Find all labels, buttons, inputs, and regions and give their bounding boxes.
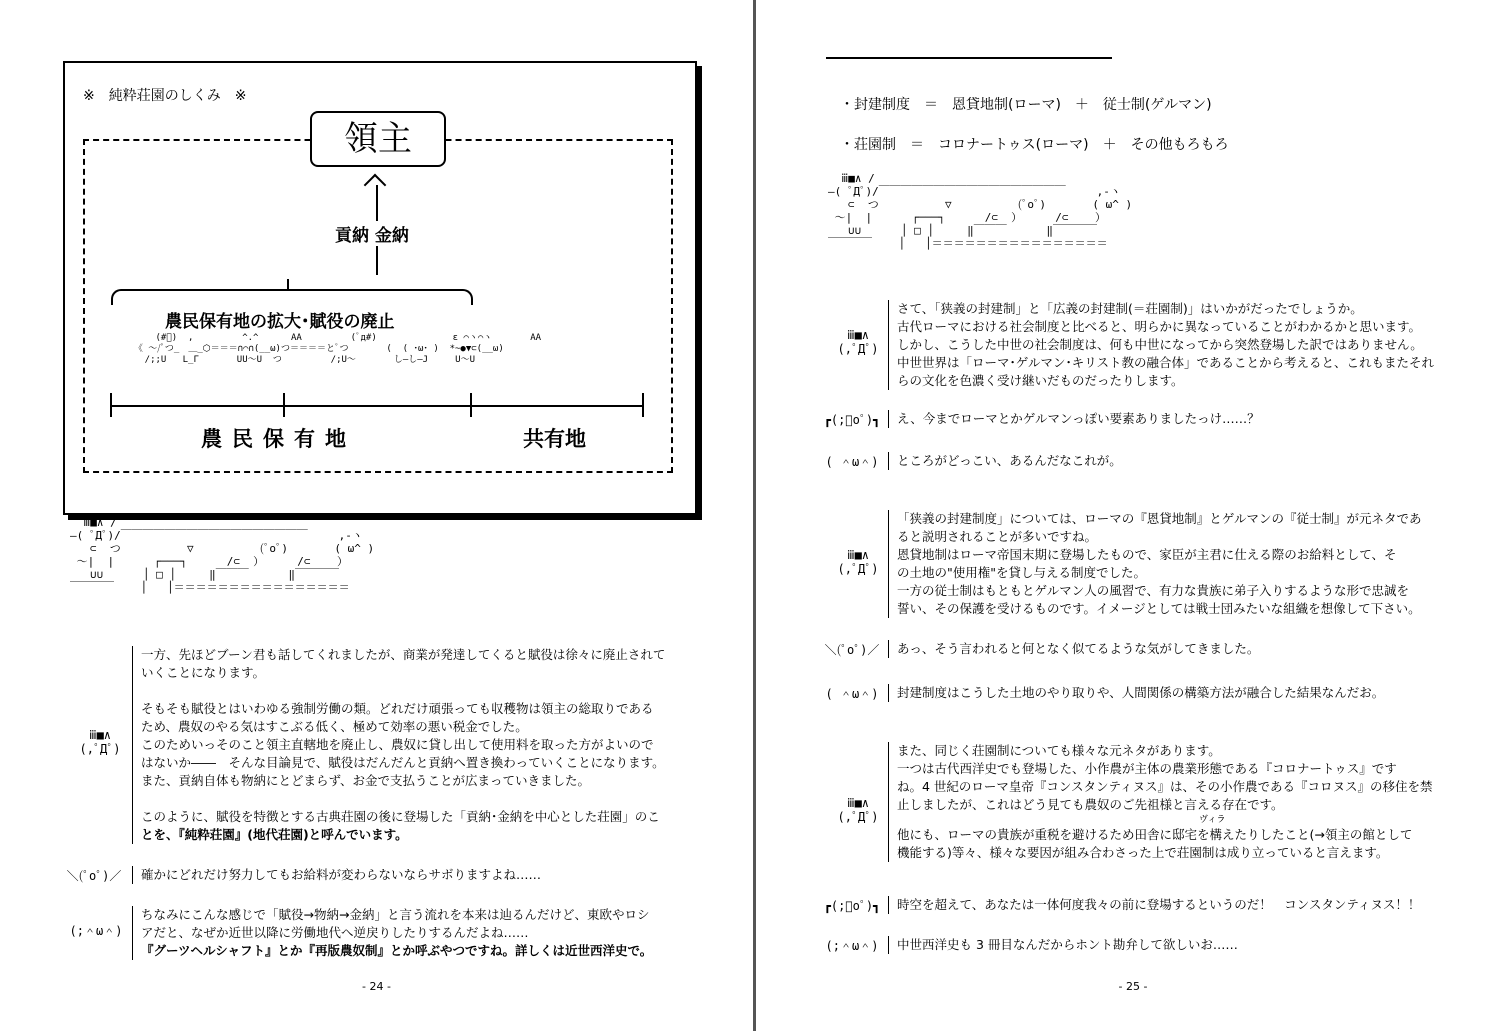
dialog-row xyxy=(822,936,1502,958)
text-line: 古代ローマにおける社会制度と比べると、明らかに異なっていることがわかるかと思います。 xyxy=(897,319,1422,334)
formula-feudalism: ・封建制度 ＝ 恩貸地制(ローマ) ＋ 従士制(ゲルマン) xyxy=(840,97,1212,113)
dialog-row xyxy=(64,866,704,888)
text-line: 誓い、その保護を受けるものです。イメージとしては戦士団みたいな組織を想像して下さい。 xyxy=(897,601,1421,616)
land-axis xyxy=(111,405,643,407)
text-line: そもそも賦役とはいわゆる強制労働の類。どれだけ頑張っても収穫物は領主の総取りである xyxy=(141,701,654,716)
dialog-text xyxy=(888,896,1497,914)
dialog-row xyxy=(828,300,1508,392)
text-line: 止しましたが、これはどう見ても農奴のご先祖様と言える存在です。 xyxy=(897,797,1284,812)
dialog-text xyxy=(132,646,701,844)
speaker-student: ＼(ﾟoﾟ)／ xyxy=(66,869,122,883)
dialog-text xyxy=(888,410,1497,428)
common-land-label: 共有地 xyxy=(523,427,586,451)
text-line: このためいっそのこと領主直轄地を廃止し、農奴に貸し出して使用料を取った方がよいので xyxy=(141,737,654,752)
speaker-student: ┏(;ﾟoﾟ)┓ xyxy=(823,413,881,427)
lord-box: 領主 xyxy=(310,111,446,167)
brace-tip xyxy=(287,279,289,289)
text-line: 「狭義の封建制度」については、ローマの『恩貸地制』とゲルマンの『従士制』が元ネタであ xyxy=(897,511,1422,526)
formula-manorialism: ・荘園制 ＝ コロナートゥス(ローマ) ＋ その他もろもろ xyxy=(840,137,1229,153)
speaker-boon: ( ＾ω＾) xyxy=(825,455,879,469)
text-line: いくことになります。 xyxy=(141,665,266,680)
text-line: さて、「狭義の封建制」と「広義の封建制(＝荘園制)」はいかがだったでしょうか。 xyxy=(897,301,1363,316)
page-25 xyxy=(756,0,1510,1031)
text-line: ると説明されることが多いですね。 xyxy=(897,529,1098,544)
dialog-text xyxy=(132,866,701,884)
diagram-title: ※ 純粋荘園のしくみ ※ xyxy=(83,88,247,104)
text-line: アだと、なぜか近世以降に労働地代へ逆戻りしたりするんだよね…… xyxy=(141,925,529,940)
dialog-row xyxy=(822,410,1502,432)
text-line: 他にも、ローマの貴族が重税を避けるため田舎に邸宅を構えたりしたこと(→領主の館として xyxy=(897,827,1413,842)
ruby-text: ヴィラ xyxy=(1199,815,1226,825)
text-line: 一方、先ほどブーン君も話してくれましたが、商業が発達してくると賦役は徐々に廃止されて xyxy=(141,647,666,662)
text-line: 『グーツヘルシャフト』とか『再版農奴制』とか呼ぶやつですね。詳しくは近世西洋史で。 xyxy=(141,943,653,958)
page-number: - 24 - xyxy=(362,980,391,993)
heading-rule xyxy=(826,56,1112,59)
text-line: 一つは古代西洋史でも登場した、小作農が主体の農業形態である『コロナートゥス』です xyxy=(897,761,1397,776)
text-line: の土地の"使用権"を貸し与える制度でした。 xyxy=(897,565,1146,580)
speaker-student: ┏(;ﾟoﾟ)┓ xyxy=(823,899,881,913)
speaker-student: ＼(ﾟoﾟ)／ xyxy=(824,643,880,657)
text-line: 機能する)等々、様々な要因が組み合わさった上で荘園制は成り立っていると言えます。 xyxy=(897,845,1389,860)
expansion-label: 農民保有地の拡大･賦役の廃止 xyxy=(165,312,395,332)
axis-tick xyxy=(283,393,285,417)
text-line: 中世世界は「ローマ･ゲルマン･キリスト教の融合体」であることから考えると、これもまたそれ xyxy=(897,355,1435,370)
text-line: え、今までローマとかゲルマンっぽい要素ありましたっけ……？ xyxy=(897,411,1260,426)
speaker-boon: (;＾ω＾) xyxy=(69,924,123,938)
text-line: 恩貸地制はローマ帝国末期に登場したもので、家臣が主君に仕える際のお給料として、そ xyxy=(897,547,1397,562)
text-line: 時空を超えて、あなたは一体何度我々の前に登場するというのだ！ コンスタンティヌス！！ xyxy=(897,897,1421,912)
dialog-row xyxy=(822,684,1502,706)
dialog-text xyxy=(888,742,1507,862)
speaker-boon: (;＾ω＾) xyxy=(825,939,879,953)
classroom-ascii-art: ⅲ■∧ / ―( ﾟДﾟ)/￣￣￣￣￣￣￣￣￣￣￣￣￣￣￣￣￣ ,-ヽ ⊂ つ ▽ (ﾟoﾟ) ( ω^ ) ～| | ┌───┐ /⊂ ） /⊂ ） ∪∪ │ □ │ ‖￣￣￣ ‖￣￣￣￣ ￣￣￣￣ │ │＝＝＝＝＝＝＝＝＝＝＝＝＝＝＝＝ xyxy=(828,172,1133,250)
dialog-text xyxy=(888,452,1497,470)
speaker-teacher: ⅲ■∧ (,ﾟДﾟ) xyxy=(79,728,121,756)
text-line: らの文化を色濃く受け継いだものだったりします。 xyxy=(897,373,1184,388)
page-24 xyxy=(0,0,753,1031)
dialog-row xyxy=(66,906,706,966)
text-line: あっ、そう言われると何となく似てるような気がしてきました。 xyxy=(897,641,1260,656)
dialog-row xyxy=(70,646,710,852)
text-line: 封建制度はこうした土地のやり取りや、人間関係の構築方法が融合した結果なんだお。 xyxy=(897,685,1385,700)
text-line: とを、『純粋荘園』(地代荘園)と呼んでいます。 xyxy=(141,827,408,842)
text-line: ため、農奴のやる気はすこぶる低く、極めて効率の悪い税金でした。 xyxy=(141,719,528,734)
text-line: 一方の従士制はもともとゲルマン人の風習で、有力な貴族に弟子入りするような形で忠誠を xyxy=(897,583,1410,598)
text-line: ね。4 世紀のローマ皇帝『コンスタンティヌス』は、その小作農である『コロヌス』の移住を禁 xyxy=(897,779,1433,794)
speaker-boon: ( ＾ω＾) xyxy=(825,687,879,701)
manor-diagram xyxy=(63,61,697,515)
brace xyxy=(111,289,473,305)
dialog-text xyxy=(888,510,1507,618)
dialog-row xyxy=(822,896,1502,918)
dialog-text xyxy=(888,640,1497,658)
dialog-text xyxy=(888,300,1507,390)
speaker-teacher: ⅲ■∧ (,ﾟДﾟ) xyxy=(837,796,879,824)
dialog-row xyxy=(822,640,1502,662)
text-line: このように、賦役を特徴とする古典荘園の後に登場した「貢納･金納を中心とした荘園」のこ xyxy=(141,809,660,824)
dialog-text xyxy=(888,684,1497,702)
tribute-label: 貢納 金納 xyxy=(333,221,411,246)
text-line: ちなみにこんな感じで「賦役→物納→金納」と言う流れを本来は辿るんだけど、東欧やロシ xyxy=(141,907,650,922)
ascii-art-scene: (#ﾟ) , ^.^ AA (ﾟд#) ε ⌒ヽ⌒ヽ AA 《 ～/ﾟつ_ ＿_⬡＝＝＝∩⌒∩(__ω)つ＝＝＝＝とﾟつ ( ( ･ω･ ) *~●▼⊂(__ω) /;;U L_Γ UU～U つ /;U～ し―し―J U～U xyxy=(133,333,542,365)
axis-tick xyxy=(470,393,472,417)
text-line: 中世西洋史も 3 冊目なんだからホント勘弁して欲しいお…… xyxy=(897,937,1238,952)
text-line: また、同じく荘園制についても様々な元ネタがあります。 xyxy=(897,743,1221,758)
classroom-ascii-art: ⅲ■∧ / ―( ﾟДﾟ)/￣￣￣￣￣￣￣￣￣￣￣￣￣￣￣￣￣ ,-ヽ ⊂ つ ▽ (ﾟoﾟ) ( ω^ ) ～| | ┌───┐ /⊂ ） /⊂ ） ∪∪ │ □ │ ‖￣￣￣ ‖￣￣￣￣ ￣￣￣￣ │ │＝＝＝＝＝＝＝＝＝＝＝＝＝＝＝＝ xyxy=(70,516,375,594)
speaker-teacher: ⅲ■∧ (,ﾟДﾟ) xyxy=(837,548,879,576)
text-line: また、貢納自体も物納にとどまらず、お金で支払うことが広まっていきました。 xyxy=(141,773,591,788)
text-line: しかし、こうした中世の社会制度は、何も中世になってから突然登場した訳ではありません。 xyxy=(897,337,1423,352)
dialog-text xyxy=(888,936,1497,954)
peasant-land-label: 農民保有地 xyxy=(201,427,356,451)
axis-tick xyxy=(642,393,644,417)
axis-tick xyxy=(110,393,112,417)
text-line: ところがどっこい、あるんだなこれが。 xyxy=(897,453,1122,468)
speaker-teacher: ⅲ■∧ (,ﾟДﾟ) xyxy=(837,328,879,356)
dialog-row xyxy=(828,510,1508,622)
dialog-row xyxy=(822,452,1502,474)
dialog-row xyxy=(828,742,1508,878)
text-line: 確かにどれだけ努力してもお給料が変わらないならサボりますよね…… xyxy=(141,867,542,882)
page-number: - 25 - xyxy=(1118,980,1148,993)
dialog-text xyxy=(132,906,701,960)
text-line: はないか―― そんな目論見で、賦役はだんだんと貢納へ置き換わっていくことになります。 xyxy=(141,755,665,770)
